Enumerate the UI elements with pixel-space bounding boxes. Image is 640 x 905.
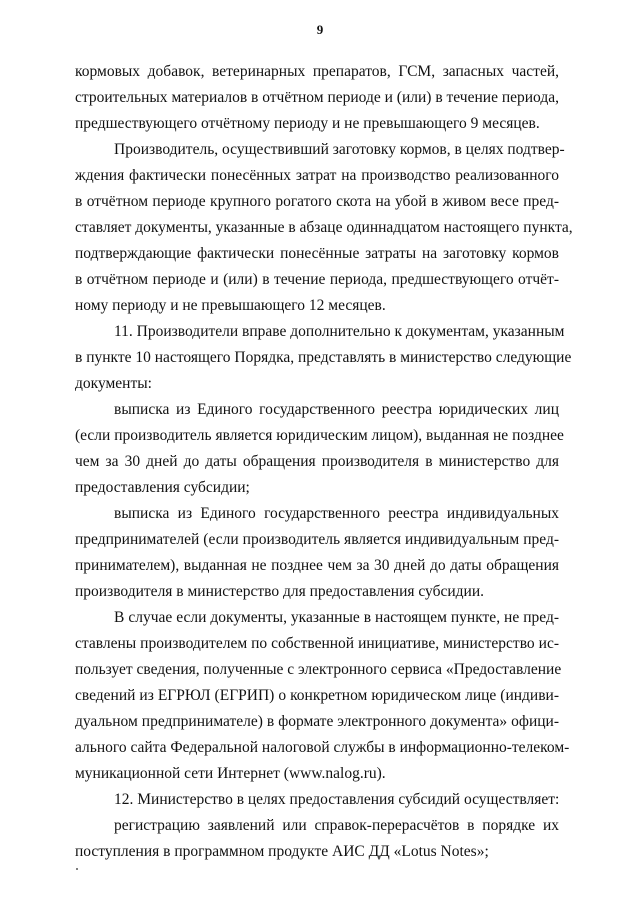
paragraph-line: в отчётном периоде крупного рогатого скота на убой в живом весе пред- — [75, 193, 559, 210]
paragraph-line: ального сайта Федеральной налоговой службы в информационно-телеком- — [75, 739, 570, 756]
paragraph-line: 11. Производители вправе дополнительно к документам, указанным — [114, 323, 565, 340]
paragraph-line: ждения фактически понесённых затрат на производство реализованного — [75, 167, 559, 184]
scan-speck — [76, 868, 78, 870]
paragraph-line: муникационной сети Интернет (www.nalog.ru). — [75, 765, 386, 782]
paragraph-line: чем за 30 дней до даты обращения производителя в министерство для — [75, 453, 559, 470]
paragraph-line: пользует сведения, полученные с электронного сервиса «Предоставление — [75, 661, 562, 678]
paragraph-line: выписка из Единого государственного реестра юридических лиц — [114, 401, 559, 418]
paragraph-line: подтверждающие фактически понесённые затраты на заготовку кормов — [75, 245, 559, 262]
page-number: 9 — [316, 22, 324, 37]
paragraph-line: в пункте 10 настоящего Порядка, представлять в министерство следующие — [75, 349, 572, 366]
paragraph-line: ставляет документы, указанные в абзаце одиннадцатом настоящего пункта, — [75, 219, 573, 236]
paragraph-line: документы: — [75, 375, 152, 392]
paragraph-line: Производитель, осуществивший заготовку кормов, в целях подтвер- — [114, 141, 565, 158]
paragraph-line: регистрацию заявлений или справок-перерасчётов в порядке их — [114, 817, 559, 834]
paragraph-line: (если производитель является юридическим лицом), выданная не позднее — [75, 427, 564, 444]
paragraph-line: предпринимателей (если производитель является индивидуальным пред- — [75, 531, 559, 548]
paragraph-line: ставлены производителем по собственной инициативе, министерство ис- — [75, 635, 559, 652]
paragraph-line: в отчётном периоде и (или) в течение периода, предшествующего отчёт- — [75, 271, 559, 288]
paragraph-line: 12. Министерство в целях предоставления субсидий осуществляет: — [114, 791, 560, 808]
paragraph-line: принимателем), выданная не позднее чем за 30 дней до даты обращения — [75, 557, 559, 574]
paragraph-line: предоставления субсидии; — [75, 479, 250, 496]
paragraph-line: производителя в министерство для предоставления субсидии. — [75, 583, 485, 600]
paragraph-line: дуальном предпринимателе) в формате электронного документа» офици- — [75, 713, 559, 730]
paragraph-line: ному периоду и не превышающего 12 месяцев. — [75, 297, 386, 314]
paragraph-line: В случае если документы, указанные в настоящем пункте, не пред- — [114, 609, 559, 626]
paragraph-line: кормовых добавок, ветеринарных препаратов, ГСМ, запасных частей, — [75, 63, 559, 80]
paragraph-line: выписка из Единого государственного реестра индивидуальных — [114, 505, 559, 522]
paragraph-line: сведений из ЕГРЮЛ (ЕГРИП) о конкретном юридическом лице (индиви- — [75, 687, 559, 704]
paragraph-line: предшествующего отчётному периоду и не превышающего 9 месяцев. — [75, 115, 540, 132]
paragraph-line: поступления в программном продукте АИС ДД «Lotus Notes»; — [75, 843, 489, 860]
paragraph-line: строительных материалов в отчётном периоде и (или) в течение периода, — [75, 89, 559, 106]
